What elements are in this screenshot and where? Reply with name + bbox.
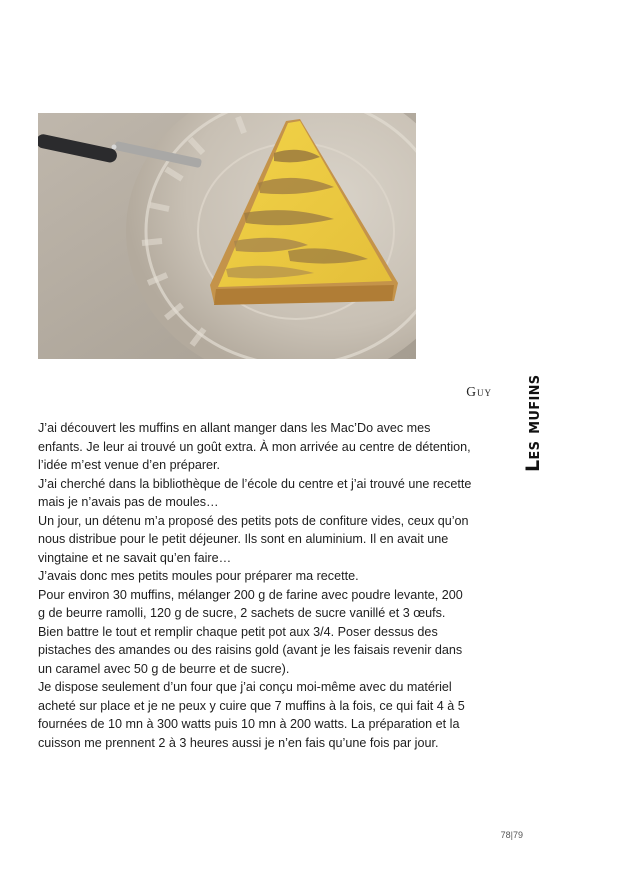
paragraph: Bien battre le tout et remplir chaque petit pot aux 3/4. Poser dessus des pistaches des amandes ou des raisins gold (avant je les faisais revenir dans un caramel avec 50 g de beurre et de sucre). xyxy=(38,624,463,676)
author-name: Guy xyxy=(466,384,492,399)
article-body xyxy=(38,419,473,752)
paragraph: Un jour, un détenu m’a proposé des petits pots de confiture vides, ceux qu’on nous distribue pour le petit déjeuner. Ils sont en aluminium. Il en avait une vingtaine et ne savait qu’en faire… xyxy=(38,513,469,565)
tart-slice-photo xyxy=(38,113,416,359)
paragraph: J’ai cherché dans la bibliothèque de l’école du centre et j’ai trouvé une recette mais je n’avais pas de moules… xyxy=(38,476,472,509)
paragraph: Je dispose seulement d’un four que j’ai conçu moi-même avec du matériel acheté sur place et je ne peux y cuire que 7 muffins à la fois, ce qui fait 4 à 5 fournées de 10 mn à 300 watts puis 10 mn à 200 watts. La préparation et la cuisson me prennent 2 à 3 heures aussi je n’en fais qu’une fois par jour. xyxy=(38,680,465,750)
paragraph: J’ai découvert les muffins en allant manger dans les Mac’Do avec mes enfants. Je leur ai trouvé un goût extra. À mon arrivée au centre de détention, l’idée m’est venue d’en préparer. xyxy=(38,421,471,472)
paragraph: Pour environ 30 muffins, mélanger 200 g de farine avec poudre levante, 200 g de beurre ramolli, 120 g de sucre, 2 sachets de sucre vanillé et 3 œufs. xyxy=(38,587,463,620)
page-number: 78|79 xyxy=(500,830,523,840)
page-title: Les mufins xyxy=(522,374,544,472)
paragraph: J’avais donc mes petits moules pour préparer ma recette. xyxy=(38,569,359,583)
